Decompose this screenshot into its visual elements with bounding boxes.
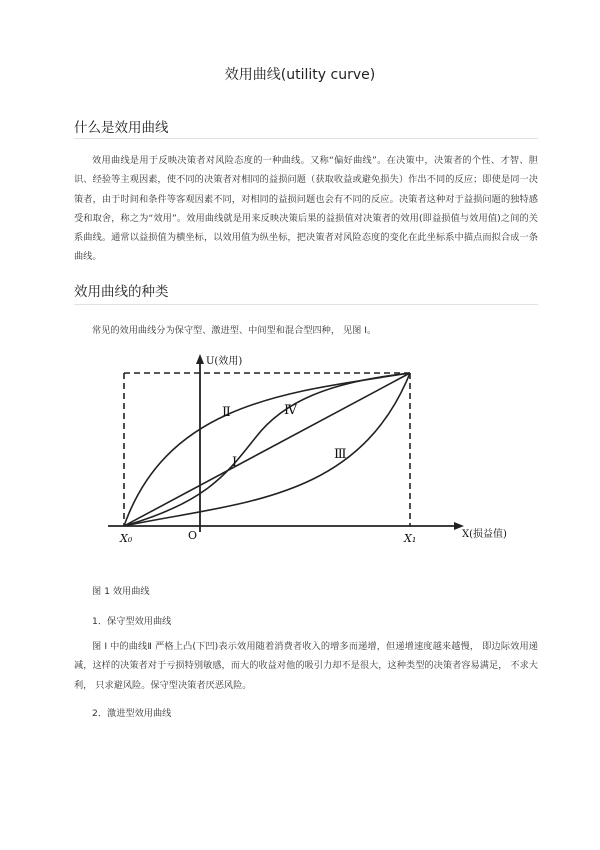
- curve-label-neutral: Ⅰ: [232, 455, 238, 470]
- y-axis-label: U(效用): [206, 356, 243, 367]
- curve-label-mixed: Ⅳ: [284, 403, 297, 418]
- page-title: 效用曲线(utility curve): [224, 67, 376, 83]
- section-divider-1: [74, 138, 538, 139]
- curve-label-aggressive: Ⅲ: [334, 447, 347, 462]
- aggressive-type-title: 2．激进型效用曲线: [92, 708, 172, 719]
- origin-label: O: [188, 529, 198, 542]
- utility-curve-figure: [108, 342, 528, 542]
- conservative-type-paragraph: 图 I 中的曲线Ⅱ 严格上凸(下凹)表示效用随着消费者收入的增多而递增，但递增速度越来越慢， 即边际效用递减，这样的决策者对于亏损特别敏感，而大的收益对他的吸引力却不是很大，这种类型的决策者容易满足， 不求大利， 只求避风险。保守型决策者厌恶风险。: [74, 641, 538, 691]
- y-axis-arrow: [196, 354, 204, 364]
- figure-caption: 图 1 效用曲线: [92, 586, 150, 597]
- definition-paragraph: 效用曲线是用于反映决策者对风险态度的一种曲线。又称“偏好曲线”。在决策中，决策者的个性、才智、胆识、经验等主观因素，使不同的决策者对相同的益损问题（获取收益或避免损失）作出不同的反应；即使是同一决策者，由于时间和条件等客观因素不同，对相同的益损问题也会有不同的反应。决策者这种对于益损问题的独特感受和取舍，称之为“效用”。效用曲线就是用来反映决策后果的益损值对决策者的效用(即益损值与效用值)之间的关系曲线。通常以益损值为横坐标，以效用值为纵坐标，把决策者对风险态度的变化在此坐标系中描点而拟合成一条曲线。: [74, 155, 538, 263]
- x-axis-label: X(损益值): [462, 529, 507, 540]
- conservative-type-title: 1．保守型效用曲线: [92, 616, 172, 627]
- x0-label: X₀: [120, 532, 133, 542]
- section-divider-2: [74, 304, 538, 305]
- section-heading-types: 效用曲线的种类: [74, 284, 169, 300]
- section-heading-what-is: 什么是效用曲线: [74, 120, 169, 136]
- curve-neutral: [124, 373, 410, 526]
- x1-label: X₁: [404, 532, 417, 542]
- curve-label-conservative: Ⅱ: [222, 405, 231, 420]
- types-intro-text: 常见的效用曲线分为保守型、激进型、中间型和混合型四种， 见图 I。: [92, 325, 377, 336]
